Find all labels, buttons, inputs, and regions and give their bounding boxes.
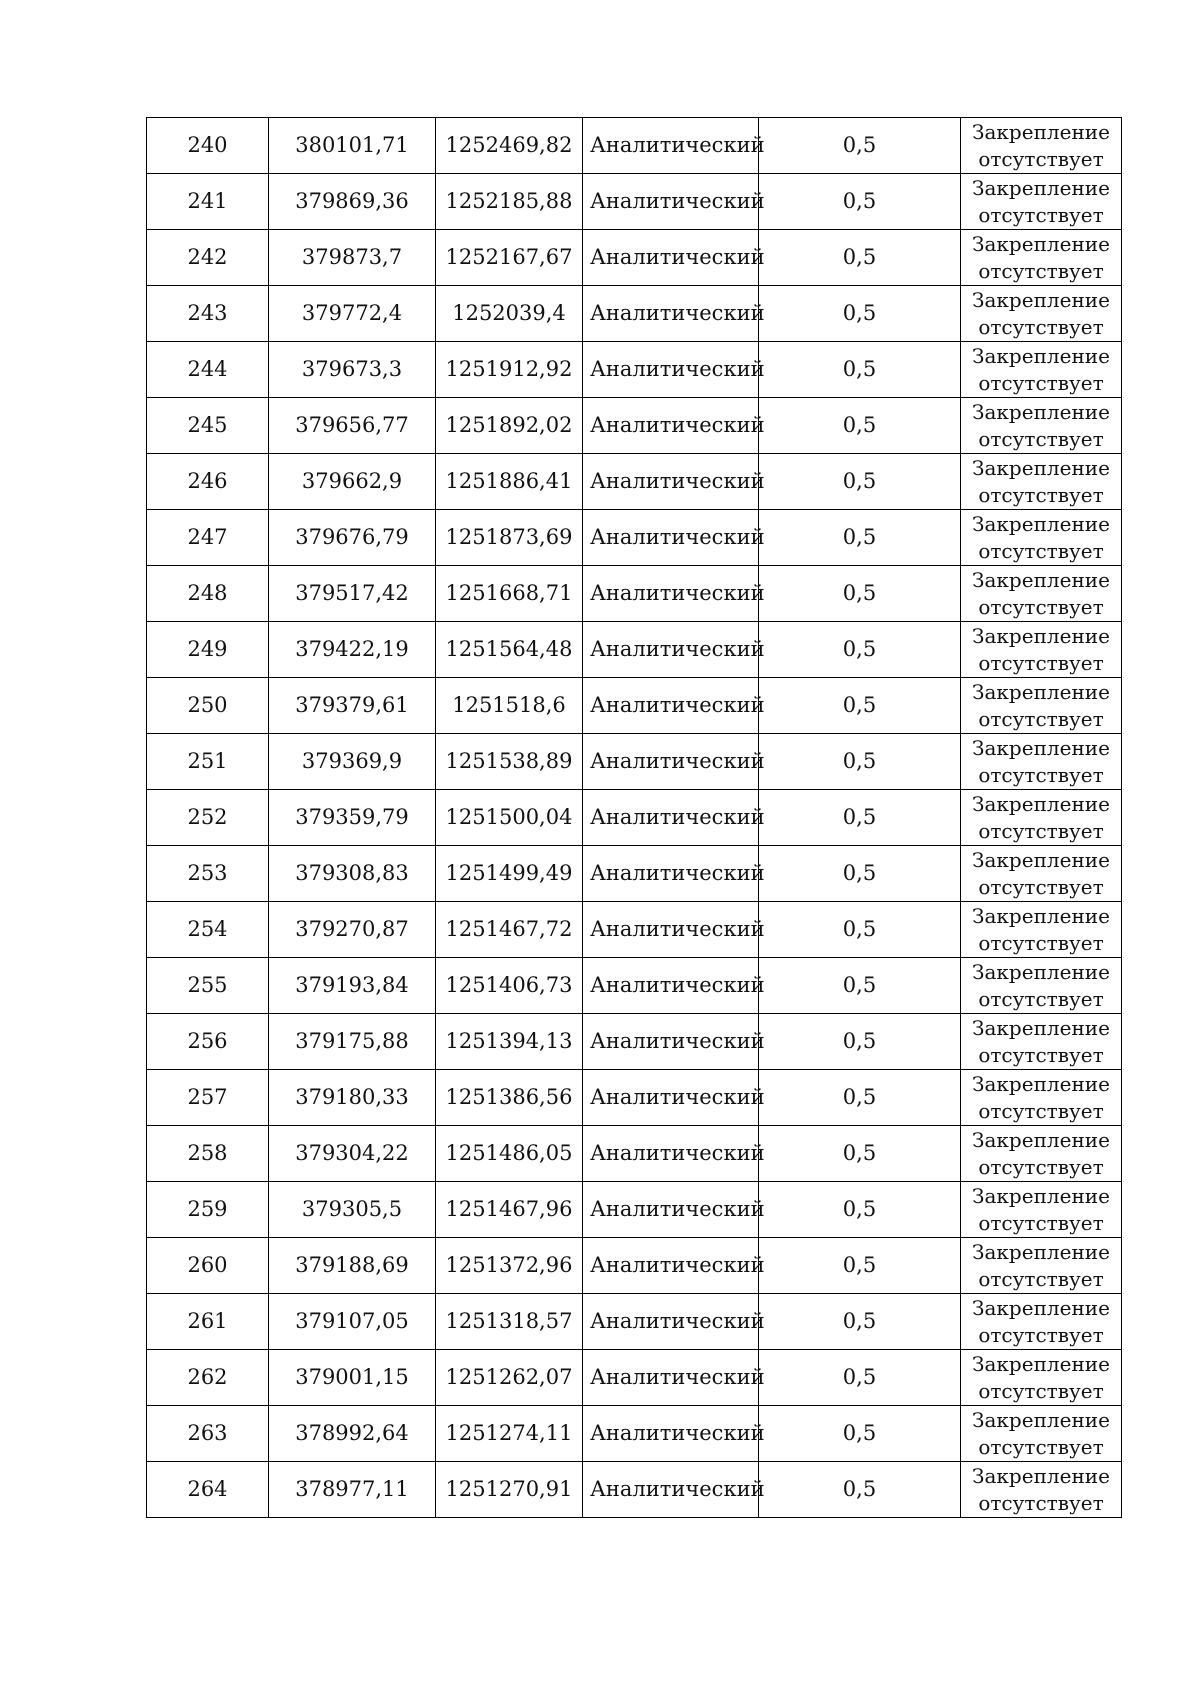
accuracy-cell: 0,5 (759, 566, 961, 622)
marking-note-line: Закрепление (972, 567, 1110, 592)
marking-note-line: Закрепление (972, 231, 1110, 256)
x-coordinate-cell: 379305,5 (269, 1182, 436, 1238)
marking-note-line: отсутствует (978, 1210, 1104, 1235)
point-number-cell: 246 (147, 454, 269, 510)
marking-note-line: отсутствует (978, 370, 1104, 395)
accuracy-cell: 0,5 (759, 118, 961, 174)
marking-note-cell (961, 454, 1122, 510)
marking-note-line: отсутствует (978, 762, 1104, 787)
point-number-cell: 255 (147, 958, 269, 1014)
y-coordinate-cell: 1252167,67 (436, 230, 583, 286)
x-coordinate-cell: 379676,79 (269, 510, 436, 566)
x-coordinate-cell: 380101,71 (269, 118, 436, 174)
method-cell: Аналитический (583, 230, 759, 286)
marking-note-cell (961, 1126, 1122, 1182)
point-number-cell: 256 (147, 1014, 269, 1070)
marking-note-cell (961, 1070, 1122, 1126)
marking-note-line: Закрепление (972, 1351, 1110, 1376)
y-coordinate-cell: 1251394,13 (436, 1014, 583, 1070)
table-row (147, 342, 1122, 398)
y-coordinate-cell: 1251518,6 (436, 678, 583, 734)
x-coordinate-cell: 378992,64 (269, 1406, 436, 1462)
y-coordinate-cell: 1251873,69 (436, 510, 583, 566)
marking-note-line: Закрепление (972, 959, 1110, 984)
x-coordinate-cell: 379869,36 (269, 174, 436, 230)
point-number-cell: 244 (147, 342, 269, 398)
table-row (147, 1406, 1122, 1462)
method-cell: Аналитический (583, 1070, 759, 1126)
table-row (147, 678, 1122, 734)
method-cell: Аналитический (583, 902, 759, 958)
marking-note-line: Закрепление (972, 399, 1110, 424)
method-cell: Аналитический (583, 622, 759, 678)
marking-note-line: Закрепление (972, 1295, 1110, 1320)
point-number-cell: 258 (147, 1126, 269, 1182)
x-coordinate-cell: 379304,22 (269, 1126, 436, 1182)
point-number-cell: 257 (147, 1070, 269, 1126)
y-coordinate-cell: 1251912,92 (436, 342, 583, 398)
point-number-cell: 264 (147, 1462, 269, 1518)
x-coordinate-cell: 379180,33 (269, 1070, 436, 1126)
point-number-cell: 243 (147, 286, 269, 342)
marking-note-cell (961, 1014, 1122, 1070)
accuracy-cell: 0,5 (759, 1070, 961, 1126)
marking-note-line: Закрепление (972, 119, 1110, 144)
accuracy-cell: 0,5 (759, 454, 961, 510)
marking-note-line: Закрепление (972, 1015, 1110, 1040)
y-coordinate-cell: 1251892,02 (436, 398, 583, 454)
accuracy-cell: 0,5 (759, 1126, 961, 1182)
method-cell: Аналитический (583, 1238, 759, 1294)
point-number-cell: 249 (147, 622, 269, 678)
table-row (147, 1126, 1122, 1182)
marking-note-line: отсутствует (978, 1154, 1104, 1179)
accuracy-cell: 0,5 (759, 1350, 961, 1406)
point-number-cell: 251 (147, 734, 269, 790)
marking-note-line: отсутствует (978, 874, 1104, 899)
x-coordinate-cell: 378977,11 (269, 1462, 436, 1518)
accuracy-cell: 0,5 (759, 734, 961, 790)
marking-note-line: Закрепление (972, 1127, 1110, 1152)
point-number-cell: 247 (147, 510, 269, 566)
method-cell: Аналитический (583, 734, 759, 790)
method-cell: Аналитический (583, 1462, 759, 1518)
marking-note-line: Закрепление (972, 623, 1110, 648)
marking-note-cell (961, 398, 1122, 454)
marking-note-line: Закрепление (972, 847, 1110, 872)
method-cell: Аналитический (583, 1014, 759, 1070)
table-row (147, 566, 1122, 622)
method-cell: Аналитический (583, 678, 759, 734)
marking-note-line: Закрепление (972, 343, 1110, 368)
marking-note-line: Закрепление (972, 735, 1110, 760)
table-row (147, 454, 1122, 510)
point-number-cell: 261 (147, 1294, 269, 1350)
y-coordinate-cell: 1251500,04 (436, 790, 583, 846)
y-coordinate-cell: 1251538,89 (436, 734, 583, 790)
accuracy-cell: 0,5 (759, 398, 961, 454)
point-number-cell: 262 (147, 1350, 269, 1406)
marking-note-line: отсутствует (978, 482, 1104, 507)
y-coordinate-cell: 1251668,71 (436, 566, 583, 622)
accuracy-cell: 0,5 (759, 510, 961, 566)
table-row (147, 958, 1122, 1014)
y-coordinate-cell: 1251274,11 (436, 1406, 583, 1462)
method-cell: Аналитический (583, 174, 759, 230)
marking-note-line: Закрепление (972, 511, 1110, 536)
accuracy-cell: 0,5 (759, 174, 961, 230)
marking-note-line: отсутствует (978, 986, 1104, 1011)
table-row (147, 1294, 1122, 1350)
y-coordinate-cell: 1251270,91 (436, 1462, 583, 1518)
accuracy-cell: 0,5 (759, 342, 961, 398)
marking-note-cell (961, 1182, 1122, 1238)
marking-note-cell (961, 846, 1122, 902)
table-row (147, 1350, 1122, 1406)
point-number-cell: 260 (147, 1238, 269, 1294)
method-cell: Аналитический (583, 454, 759, 510)
marking-note-line: Закрепление (972, 1407, 1110, 1432)
x-coordinate-cell: 379308,83 (269, 846, 436, 902)
accuracy-cell: 0,5 (759, 846, 961, 902)
coordinates-table-body (147, 118, 1122, 1518)
y-coordinate-cell: 1251564,48 (436, 622, 583, 678)
marking-note-cell (961, 678, 1122, 734)
marking-note-line: отсутствует (978, 538, 1104, 563)
accuracy-cell: 0,5 (759, 286, 961, 342)
marking-note-line: Закрепление (972, 455, 1110, 480)
method-cell: Аналитический (583, 846, 759, 902)
table-row (147, 286, 1122, 342)
marking-note-cell (961, 342, 1122, 398)
accuracy-cell: 0,5 (759, 902, 961, 958)
marking-note-cell (961, 230, 1122, 286)
x-coordinate-cell: 379175,88 (269, 1014, 436, 1070)
method-cell: Аналитический (583, 1182, 759, 1238)
marking-note-line: Закрепление (972, 287, 1110, 312)
x-coordinate-cell: 379001,15 (269, 1350, 436, 1406)
accuracy-cell: 0,5 (759, 678, 961, 734)
marking-note-line: отсутствует (978, 202, 1104, 227)
marking-note-line: отсутствует (978, 1322, 1104, 1347)
accuracy-cell: 0,5 (759, 1462, 961, 1518)
table-row (147, 846, 1122, 902)
marking-note-line: отсутствует (978, 650, 1104, 675)
table-row (147, 1014, 1122, 1070)
y-coordinate-cell: 1251318,57 (436, 1294, 583, 1350)
y-coordinate-cell: 1251467,96 (436, 1182, 583, 1238)
marking-note-line: отсутствует (978, 1098, 1104, 1123)
x-coordinate-cell: 379422,19 (269, 622, 436, 678)
point-number-cell: 240 (147, 118, 269, 174)
method-cell: Аналитический (583, 342, 759, 398)
y-coordinate-cell: 1251467,72 (436, 902, 583, 958)
marking-note-line: отсутствует (978, 706, 1104, 731)
marking-note-line: отсутствует (978, 314, 1104, 339)
accuracy-cell: 0,5 (759, 1406, 961, 1462)
marking-note-cell (961, 902, 1122, 958)
marking-note-line: отсутствует (978, 1378, 1104, 1403)
marking-note-line: отсутствует (978, 1434, 1104, 1459)
point-number-cell: 248 (147, 566, 269, 622)
marking-note-cell (961, 622, 1122, 678)
y-coordinate-cell: 1252039,4 (436, 286, 583, 342)
marking-note-line: Закрепление (972, 1463, 1110, 1488)
point-number-cell: 245 (147, 398, 269, 454)
marking-note-cell (961, 1406, 1122, 1462)
marking-note-line: Закрепление (972, 679, 1110, 704)
marking-note-cell (961, 1294, 1122, 1350)
table-row (147, 1182, 1122, 1238)
x-coordinate-cell: 379107,05 (269, 1294, 436, 1350)
accuracy-cell: 0,5 (759, 790, 961, 846)
marking-note-line: отсутствует (978, 258, 1104, 283)
accuracy-cell: 0,5 (759, 622, 961, 678)
marking-note-cell (961, 118, 1122, 174)
method-cell: Аналитический (583, 1126, 759, 1182)
x-coordinate-cell: 379188,69 (269, 1238, 436, 1294)
x-coordinate-cell: 379662,9 (269, 454, 436, 510)
y-coordinate-cell: 1251372,96 (436, 1238, 583, 1294)
table-row (147, 510, 1122, 566)
table-row (147, 118, 1122, 174)
marking-note-cell (961, 958, 1122, 1014)
marking-note-line: отсутствует (978, 1266, 1104, 1291)
x-coordinate-cell: 379517,42 (269, 566, 436, 622)
point-number-cell: 250 (147, 678, 269, 734)
marking-note-line: Закрепление (972, 1183, 1110, 1208)
marking-note-line: отсутствует (978, 818, 1104, 843)
marking-note-line: Закрепление (972, 1239, 1110, 1264)
marking-note-line: Закрепление (972, 791, 1110, 816)
marking-note-line: отсутствует (978, 594, 1104, 619)
x-coordinate-cell: 379359,79 (269, 790, 436, 846)
table-row (147, 1238, 1122, 1294)
marking-note-cell (961, 566, 1122, 622)
marking-note-cell (961, 286, 1122, 342)
x-coordinate-cell: 379873,7 (269, 230, 436, 286)
accuracy-cell: 0,5 (759, 230, 961, 286)
method-cell: Аналитический (583, 1406, 759, 1462)
marking-note-cell (961, 510, 1122, 566)
point-number-cell: 254 (147, 902, 269, 958)
marking-note-line: Закрепление (972, 175, 1110, 200)
y-coordinate-cell: 1251386,56 (436, 1070, 583, 1126)
marking-note-line: отсутствует (978, 146, 1104, 171)
method-cell: Аналитический (583, 958, 759, 1014)
accuracy-cell: 0,5 (759, 1294, 961, 1350)
y-coordinate-cell: 1251886,41 (436, 454, 583, 510)
marking-note-line: отсутствует (978, 426, 1104, 451)
marking-note-line: отсутствует (978, 1042, 1104, 1067)
coordinates-table (146, 117, 1122, 1518)
y-coordinate-cell: 1251406,73 (436, 958, 583, 1014)
x-coordinate-cell: 379656,77 (269, 398, 436, 454)
x-coordinate-cell: 379369,9 (269, 734, 436, 790)
table-row (147, 398, 1122, 454)
marking-note-cell (961, 1350, 1122, 1406)
method-cell: Аналитический (583, 566, 759, 622)
x-coordinate-cell: 379673,3 (269, 342, 436, 398)
accuracy-cell: 0,5 (759, 1182, 961, 1238)
method-cell: Аналитический (583, 398, 759, 454)
y-coordinate-cell: 1252469,82 (436, 118, 583, 174)
method-cell: Аналитический (583, 510, 759, 566)
table-row (147, 734, 1122, 790)
method-cell: Аналитический (583, 790, 759, 846)
y-coordinate-cell: 1252185,88 (436, 174, 583, 230)
y-coordinate-cell: 1251486,05 (436, 1126, 583, 1182)
marking-note-cell (961, 734, 1122, 790)
point-number-cell: 263 (147, 1406, 269, 1462)
table-row (147, 902, 1122, 958)
x-coordinate-cell: 379772,4 (269, 286, 436, 342)
marking-note-cell (961, 174, 1122, 230)
marking-note-line: Закрепление (972, 1071, 1110, 1096)
marking-note-line: Закрепление (972, 903, 1110, 928)
y-coordinate-cell: 1251262,07 (436, 1350, 583, 1406)
table-row (147, 790, 1122, 846)
x-coordinate-cell: 379379,61 (269, 678, 436, 734)
method-cell: Аналитический (583, 286, 759, 342)
table-row (147, 174, 1122, 230)
point-number-cell: 252 (147, 790, 269, 846)
point-number-cell: 259 (147, 1182, 269, 1238)
accuracy-cell: 0,5 (759, 1014, 961, 1070)
method-cell: Аналитический (583, 1294, 759, 1350)
marking-note-cell (961, 1462, 1122, 1518)
table-row (147, 1462, 1122, 1518)
point-number-cell: 242 (147, 230, 269, 286)
point-number-cell: 253 (147, 846, 269, 902)
x-coordinate-cell: 379193,84 (269, 958, 436, 1014)
point-number-cell: 241 (147, 174, 269, 230)
accuracy-cell: 0,5 (759, 958, 961, 1014)
y-coordinate-cell: 1251499,49 (436, 846, 583, 902)
marking-note-cell (961, 1238, 1122, 1294)
marking-note-line: отсутствует (978, 1490, 1104, 1515)
table-row (147, 622, 1122, 678)
marking-note-line: отсутствует (978, 930, 1104, 955)
marking-note-cell (961, 790, 1122, 846)
method-cell: Аналитический (583, 1350, 759, 1406)
method-cell: Аналитический (583, 118, 759, 174)
table-row (147, 230, 1122, 286)
accuracy-cell: 0,5 (759, 1238, 961, 1294)
table-row (147, 1070, 1122, 1126)
x-coordinate-cell: 379270,87 (269, 902, 436, 958)
